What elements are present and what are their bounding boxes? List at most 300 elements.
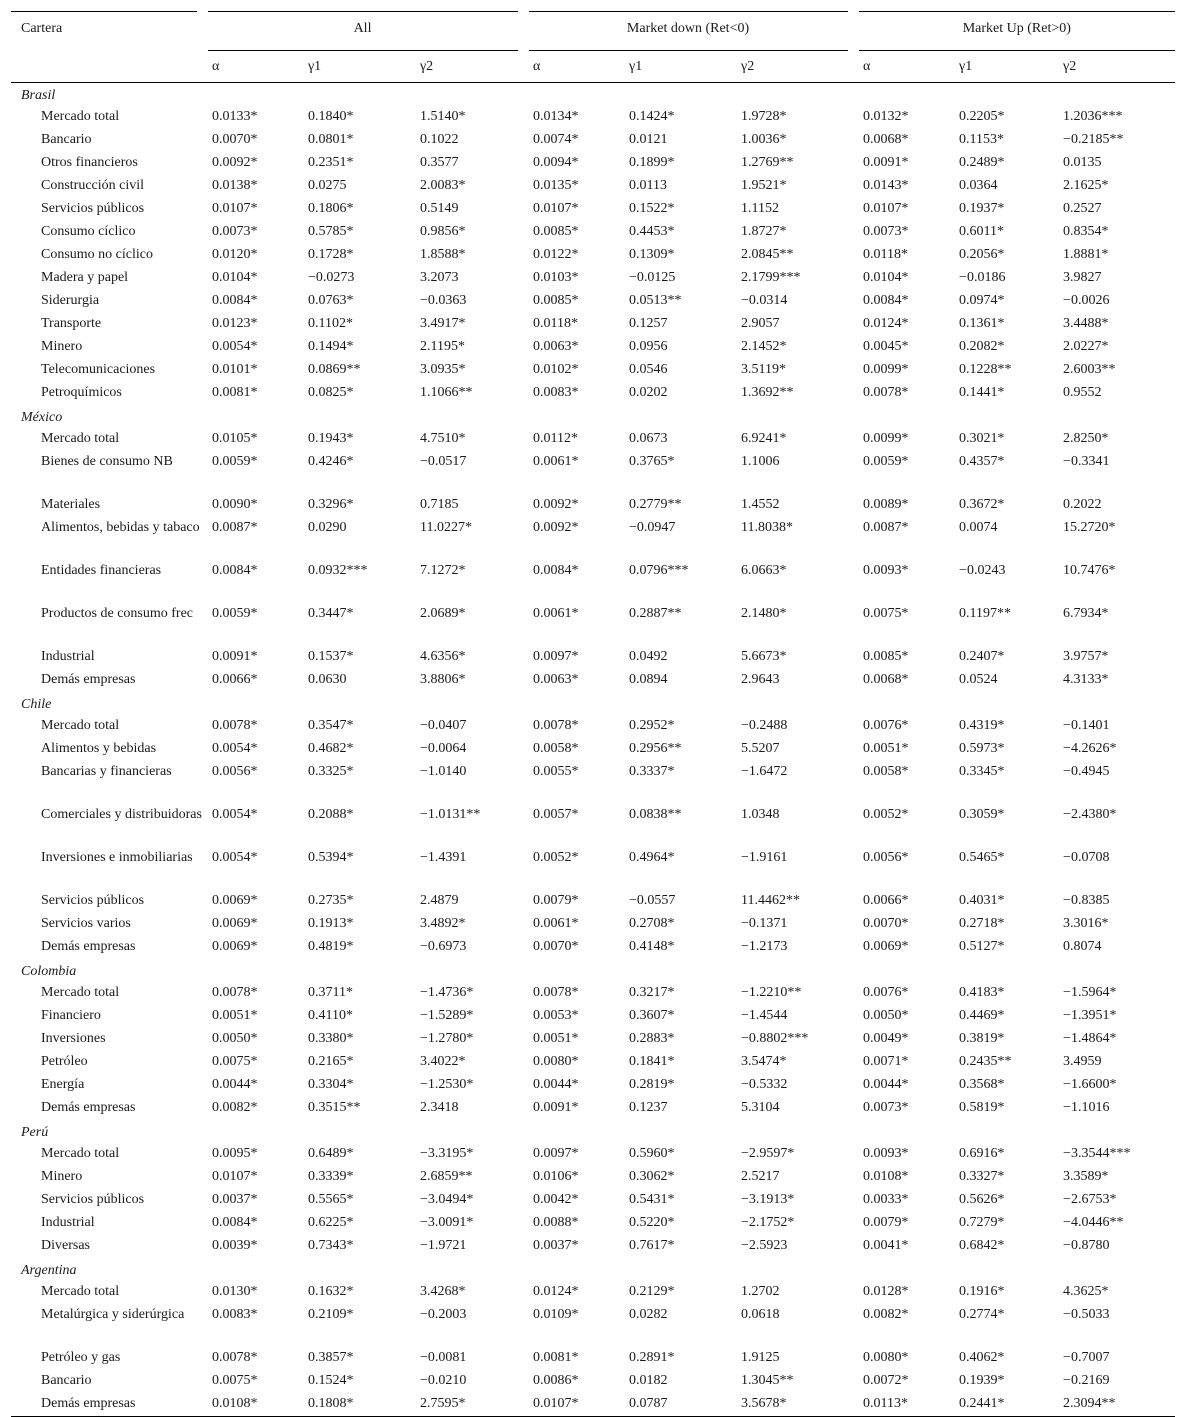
row-label — [11, 1143, 202, 1166]
table-cell: 0.0182 — [629, 1373, 668, 1388]
table-cell: 0.0066* — [863, 893, 909, 908]
table-row — [11, 715, 1175, 738]
table-cell: 0.0787 — [629, 1396, 668, 1411]
table-cell: 0.6842* — [959, 1238, 1005, 1253]
table-cell: 0.1361* — [959, 316, 1005, 331]
table-cell: 0.0105* — [212, 431, 258, 446]
table-cell: 0.0099* — [863, 431, 909, 446]
table-cell: 0.0052* — [863, 807, 909, 822]
section-row — [11, 959, 1175, 982]
table-row — [11, 244, 1175, 267]
row-label — [11, 982, 202, 1005]
table-cell: 0.1632* — [308, 1284, 354, 1299]
table-cell: −0.2169 — [1063, 1373, 1110, 1388]
row-label-text: Mercado total — [41, 431, 120, 446]
table-cell: −0.0517 — [420, 454, 467, 469]
table-cell: 2.5217 — [741, 1169, 780, 1184]
table-cell: 0.0097* — [533, 1146, 579, 1161]
table-cell: 2.0689* — [420, 606, 466, 621]
table-cell: 0.1537* — [308, 649, 354, 664]
row-label-text: Financiero — [41, 1008, 101, 1023]
table-cell: 2.0227* — [1063, 339, 1109, 354]
table-cell: −3.0091* — [420, 1215, 474, 1230]
table-cell: 0.0796*** — [629, 563, 689, 578]
table-cell: 0.1916* — [959, 1284, 1005, 1299]
table-cell: 0.0050* — [212, 1031, 258, 1046]
table-cell: 0.5465* — [959, 850, 1005, 865]
table-cell: 0.0054* — [212, 339, 258, 354]
table-cell: 0.1441* — [959, 385, 1005, 400]
table-cell: 0.0120* — [212, 247, 258, 262]
table-cell: 0.0074 — [959, 520, 998, 535]
table-row — [11, 560, 1175, 603]
row-label-text: Telecomunicaciones — [41, 362, 156, 377]
row-label — [11, 428, 202, 451]
table-cell: −2.1752* — [741, 1215, 795, 1230]
table-cell: −0.6973 — [420, 939, 467, 954]
row-label — [11, 715, 202, 738]
table-cell: 0.3296* — [308, 497, 354, 512]
table-cell: 3.9827 — [1063, 270, 1102, 285]
row-label — [11, 494, 202, 517]
table-cell: 0.0524 — [959, 672, 998, 687]
table-cell: 0.0076* — [863, 985, 909, 1000]
table-cell: 0.1228** — [959, 362, 1012, 377]
table-cell: 0.4148* — [629, 939, 675, 954]
row-label — [11, 129, 202, 152]
table-cell: 0.5394* — [308, 850, 354, 865]
table-cell: 0.9856* — [420, 224, 466, 239]
table-cell: 0.5785* — [308, 224, 354, 239]
row-label-text: Petróleo — [41, 1054, 88, 1069]
table-cell: 0.0057* — [533, 807, 579, 822]
table-cell: −1.1016 — [1063, 1100, 1110, 1115]
table-cell: 0.1309* — [629, 247, 675, 262]
table-cell: 0.0763* — [308, 293, 354, 308]
table-cell: 0.2109* — [308, 1307, 354, 1322]
table-cell: 0.0042* — [533, 1192, 579, 1207]
section-title: Argentina — [21, 1263, 77, 1278]
table-cell: 0.0630 — [308, 672, 347, 687]
table-cell: 0.0109* — [533, 1307, 579, 1322]
row-label — [11, 669, 202, 692]
table-cell: 0.0066* — [212, 672, 258, 687]
table-cell: 0.2489* — [959, 155, 1005, 170]
table-cell: 7.1272* — [420, 563, 466, 578]
row-label-text: Productos de consumo frec — [41, 606, 194, 621]
table-cell: 0.0045* — [863, 339, 909, 354]
table-cell: 0.0080* — [533, 1054, 579, 1069]
table-cell: 0.5960* — [629, 1146, 675, 1161]
table-row — [11, 1347, 1175, 1370]
section-title: Colombia — [21, 964, 77, 979]
table-cell: 0.0290 — [308, 520, 347, 535]
table-cell: 0.3447* — [308, 606, 354, 621]
table-cell: −0.5033 — [1063, 1307, 1110, 1322]
table-row — [11, 198, 1175, 221]
table-cell: 0.0041* — [863, 1238, 909, 1253]
row-label-text: Materiales — [41, 497, 101, 512]
table-cell: 3.4892* — [420, 916, 466, 931]
table-cell: 0.1943* — [308, 431, 354, 446]
table-row — [11, 1393, 1175, 1417]
table-cell: 0.0054* — [212, 807, 258, 822]
table-row — [11, 1074, 1175, 1097]
table-cell: 0.0107* — [212, 1169, 258, 1184]
table-cell: 0.9552 — [1063, 385, 1102, 400]
table-cell: 1.8881* — [1063, 247, 1109, 262]
table-cell: 0.0082* — [863, 1307, 909, 1322]
table-cell: −3.3544*** — [1063, 1146, 1131, 1161]
table-cell: 3.9757* — [1063, 649, 1109, 664]
table-cell: 0.5149 — [420, 201, 459, 216]
group-header-market-up: Market Up (Ret>0) — [853, 12, 1175, 51]
table-cell: −0.0243 — [959, 563, 1006, 578]
row-label-text: Mercado total — [41, 109, 120, 124]
table-cell: 0.2205* — [959, 109, 1005, 124]
table-cell: 0.0101* — [212, 362, 258, 377]
table-cell: −1.0131** — [420, 807, 481, 822]
table-cell: 0.4110* — [308, 1008, 353, 1023]
table-cell: 2.8250* — [1063, 431, 1109, 446]
table-cell: 0.0050* — [863, 1008, 909, 1023]
table-cell: 6.0663* — [741, 563, 787, 578]
table-cell: 0.0052* — [533, 850, 579, 865]
table-row — [11, 152, 1175, 175]
table-cell: 0.0078* — [212, 1350, 258, 1365]
table-cell: 0.2819* — [629, 1077, 675, 1092]
table-cell: 0.0044* — [863, 1077, 909, 1092]
table-cell: 0.0044* — [533, 1077, 579, 1092]
table-row — [11, 129, 1175, 152]
row-label-text: Bienes de consumo NB — [41, 454, 173, 469]
section-row — [11, 692, 1175, 715]
table-cell: 1.0348 — [741, 807, 780, 822]
table-row — [11, 359, 1175, 382]
table-cell: 0.0049* — [863, 1031, 909, 1046]
section-title: Brasil — [21, 88, 56, 103]
row-label-text: Demás empresas — [41, 1396, 136, 1411]
table-cell: 0.1808* — [308, 1396, 354, 1411]
table-cell: 0.0074* — [533, 132, 579, 147]
table-cell: 2.6859** — [420, 1169, 473, 1184]
table-cell: −1.5964* — [1063, 985, 1117, 1000]
table-cell: 4.3133* — [1063, 672, 1109, 687]
row-label-text: Mercado total — [41, 1146, 120, 1161]
table-cell: 2.3418 — [420, 1100, 459, 1115]
subheader: γ2 — [1053, 51, 1175, 83]
table-row — [11, 646, 1175, 669]
table-row — [11, 1304, 1175, 1347]
table-cell: 0.0079* — [533, 893, 579, 908]
row-label-text: Madera y papel — [41, 270, 129, 285]
table-cell: 0.0123* — [212, 316, 258, 331]
row-label-text: Diversas — [41, 1238, 90, 1253]
row-label — [11, 1005, 202, 1028]
table-cell: 0.0069* — [212, 939, 258, 954]
table-cell: 0.0069* — [212, 916, 258, 931]
table-cell: 0.0073* — [863, 224, 909, 239]
table-cell: 0.6011* — [959, 224, 1005, 239]
table-cell: 0.0094* — [533, 155, 579, 170]
table-cell: 0.3217* — [629, 985, 675, 1000]
table-cell: 0.0956 — [629, 339, 668, 354]
table-cell: 0.0118* — [533, 316, 578, 331]
table-cell: −0.0210 — [420, 1373, 467, 1388]
table-cell: 0.0932*** — [308, 563, 368, 578]
table-cell: 3.4488* — [1063, 316, 1109, 331]
table-row — [11, 313, 1175, 336]
table-cell: 0.3021* — [959, 431, 1005, 446]
table-cell: −0.0186 — [959, 270, 1006, 285]
table-cell: 0.0075* — [212, 1373, 258, 1388]
table-cell: 0.8074 — [1063, 939, 1102, 954]
row-label-text: Bancario — [41, 132, 92, 147]
table-row — [11, 804, 1175, 847]
section-row — [11, 1120, 1175, 1143]
table-cell: 0.0894 — [629, 672, 668, 687]
table-cell: 0.5431* — [629, 1192, 675, 1207]
table-cell: 0.0124* — [533, 1284, 579, 1299]
table-cell: 3.4959 — [1063, 1054, 1102, 1069]
table-cell: 0.0364 — [959, 178, 998, 193]
table-cell: 0.0076* — [863, 718, 909, 733]
table-cell: 0.0051* — [863, 741, 909, 756]
table-cell: 0.0108* — [212, 1396, 258, 1411]
table-cell: −3.1913* — [741, 1192, 795, 1207]
table-row — [11, 1189, 1175, 1212]
table-cell: 0.0070* — [533, 939, 579, 954]
row-label — [11, 1097, 202, 1120]
table-cell: 0.3337* — [629, 764, 675, 779]
table-cell: 0.0086* — [533, 1373, 579, 1388]
table-row — [11, 603, 1175, 646]
row-label-text: Construcción civil — [41, 178, 145, 193]
row-label — [11, 1235, 202, 1258]
row-label-text: Entidades financieras — [41, 563, 162, 578]
subheader: α — [853, 51, 949, 83]
row-label — [11, 267, 202, 290]
table-cell: −0.0947 — [629, 520, 676, 535]
table-cell: −0.7007 — [1063, 1350, 1110, 1365]
table-cell: 0.0072* — [863, 1373, 909, 1388]
row-label-text: Industrial — [41, 649, 95, 664]
table-row — [11, 1281, 1175, 1304]
table-cell: 0.0058* — [863, 764, 909, 779]
table-cell: 0.0037* — [212, 1192, 258, 1207]
table-cell: 0.0081* — [533, 1350, 579, 1365]
table-cell: 15.2720* — [1063, 520, 1116, 535]
table-cell: 0.0097* — [533, 649, 579, 664]
table-cell: 0.1237 — [629, 1100, 668, 1115]
row-label — [11, 847, 202, 890]
subheader: α — [523, 51, 619, 83]
row-label — [11, 198, 202, 221]
table-cell: 0.1022 — [420, 132, 459, 147]
table-body — [11, 83, 1175, 1417]
table-cell: 0.0135* — [533, 178, 579, 193]
table-row — [11, 1051, 1175, 1074]
table-cell: 0.6489* — [308, 1146, 354, 1161]
row-label-text: Mercado total — [41, 718, 120, 733]
table-cell: 0.0838** — [629, 807, 682, 822]
table-cell: −1.6472 — [741, 764, 788, 779]
table-cell: 0.0063* — [533, 339, 579, 354]
table-cell: −4.2626* — [1063, 741, 1117, 756]
table-cell: 0.0084* — [212, 563, 258, 578]
table-cell: 1.3692** — [741, 385, 794, 400]
table-row — [11, 517, 1175, 560]
table-cell: 0.0078* — [533, 718, 579, 733]
row-label — [11, 106, 202, 129]
table-cell: 0.5973* — [959, 741, 1005, 756]
table-cell: 0.1197** — [959, 606, 1012, 621]
table-cell: 11.0227* — [420, 520, 472, 535]
table-cell: −0.4945 — [1063, 764, 1110, 779]
table-cell: 2.1195* — [420, 339, 465, 354]
table-cell: 11.8038* — [741, 520, 793, 535]
table-cell: 0.0135 — [1063, 155, 1102, 170]
table-cell: 1.1152 — [741, 201, 779, 216]
table-cell: 0.0130* — [212, 1284, 258, 1299]
table-cell: −2.9597* — [741, 1146, 795, 1161]
table-cell: 0.2441* — [959, 1396, 1005, 1411]
table-cell: 0.6916* — [959, 1146, 1005, 1161]
row-label-text: Inversiones e inmobiliarias — [41, 850, 193, 865]
table-cell: 0.0099* — [863, 362, 909, 377]
table-cell: 5.5207 — [741, 741, 780, 756]
row-label — [11, 290, 202, 313]
table-cell: 0.0078* — [863, 385, 909, 400]
table-cell: 3.4268* — [420, 1284, 466, 1299]
table-cell: 0.4819* — [308, 939, 354, 954]
table-cell: 0.5565* — [308, 1192, 354, 1207]
table-cell: 0.0133* — [212, 109, 258, 124]
table-cell: 0.4964* — [629, 850, 675, 865]
table-cell: 0.0090* — [212, 497, 258, 512]
table-cell: 2.1799*** — [741, 270, 801, 285]
table-cell: 1.9728* — [741, 109, 787, 124]
table-row — [11, 890, 1175, 913]
table-cell: 5.3104 — [741, 1100, 780, 1115]
row-label — [11, 1074, 202, 1097]
row-label-text: Minero — [41, 339, 83, 354]
table-cell: 0.2088* — [308, 807, 354, 822]
row-label-text: Servicios públicos — [41, 201, 145, 216]
table-cell: 2.7595* — [420, 1396, 466, 1411]
table-row — [11, 336, 1175, 359]
table-row — [11, 982, 1175, 1005]
table-row — [11, 847, 1175, 890]
table-cell: 0.0070* — [863, 916, 909, 931]
table-cell: 5.6673* — [741, 649, 787, 664]
table-cell: 1.8727* — [741, 224, 787, 239]
table-cell: −1.2210** — [741, 985, 802, 1000]
table-row — [11, 290, 1175, 313]
table-cell: 0.2735* — [308, 893, 354, 908]
table-cell: −0.0125 — [629, 270, 676, 285]
table-cell: 0.0128* — [863, 1284, 909, 1299]
table-cell: −3.3195* — [420, 1146, 474, 1161]
table-cell: 1.4552 — [741, 497, 780, 512]
row-label — [11, 1166, 202, 1189]
table-cell: 0.0054* — [212, 850, 258, 865]
table-cell: 0.0106* — [533, 1169, 579, 1184]
table-cell: 2.1625* — [1063, 178, 1109, 193]
row-label — [11, 738, 202, 761]
table-cell: 0.0107* — [212, 201, 258, 216]
table-cell: 0.1102* — [308, 316, 353, 331]
row-label-text: Minero — [41, 1169, 83, 1184]
row-label — [11, 646, 202, 669]
table-cell: 0.0068* — [863, 672, 909, 687]
table-cell: 0.0051* — [533, 1031, 579, 1046]
table-cell: 0.4183* — [959, 985, 1005, 1000]
table-cell: 1.2769** — [741, 155, 794, 170]
table-row — [11, 936, 1175, 959]
table-cell: 0.1153* — [959, 132, 1005, 147]
table-cell: −0.0273 — [308, 270, 355, 285]
table-cell: −1.2530* — [420, 1077, 474, 1092]
table-cell: 0.0083* — [212, 1307, 258, 1322]
table-row — [11, 669, 1175, 692]
row-label — [11, 936, 202, 959]
row-label — [11, 1304, 202, 1347]
table-cell: −1.9721 — [420, 1238, 467, 1253]
table-cell: −0.0557 — [629, 893, 676, 908]
table-cell: 0.0073* — [212, 224, 258, 239]
table-cell: 0.0143* — [863, 178, 909, 193]
table-cell: 0.3380* — [308, 1031, 354, 1046]
table-cell: 1.5140* — [420, 109, 466, 124]
row-label-text: Otros financieros — [41, 155, 138, 170]
table-cell: 0.0084* — [212, 293, 258, 308]
table-cell: 0.3325* — [308, 764, 354, 779]
row-label — [11, 761, 202, 804]
table-cell: −0.2185** — [1063, 132, 1124, 147]
table-cell: 0.0085* — [533, 293, 579, 308]
table-cell: 3.0935* — [420, 362, 466, 377]
table-cell: −1.4544 — [741, 1008, 788, 1023]
table-cell: 0.0084* — [212, 1215, 258, 1230]
table-cell: 0.0089* — [863, 497, 909, 512]
row-label — [11, 152, 202, 175]
table-cell: 0.0138* — [212, 178, 258, 193]
row-label-text: Demás empresas — [41, 672, 136, 687]
section-title: México — [21, 410, 63, 425]
table-row — [11, 428, 1175, 451]
subheader: γ2 — [410, 51, 523, 83]
table-cell: 0.0085* — [863, 649, 909, 664]
table-cell: 0.3607* — [629, 1008, 675, 1023]
table-cell: 0.2022 — [1063, 497, 1102, 512]
table-cell: −2.4380* — [1063, 807, 1117, 822]
row-label-text: Petróleo y gas — [41, 1350, 121, 1365]
table-cell: 0.3547* — [308, 718, 354, 733]
table-cell: 3.5119* — [741, 362, 786, 377]
table-cell: 0.2435** — [959, 1054, 1012, 1069]
row-label — [11, 221, 202, 244]
table-cell: 0.0078* — [212, 718, 258, 733]
table-cell: 0.0055* — [533, 764, 579, 779]
table-cell: 0.4062* — [959, 1350, 1005, 1365]
table-cell: 0.0081* — [212, 385, 258, 400]
table-cell: −1.5289* — [420, 1008, 474, 1023]
table-row — [11, 1166, 1175, 1189]
section-title: Chile — [21, 697, 52, 712]
table-cell: 0.4453* — [629, 224, 675, 239]
row-label — [11, 804, 202, 847]
